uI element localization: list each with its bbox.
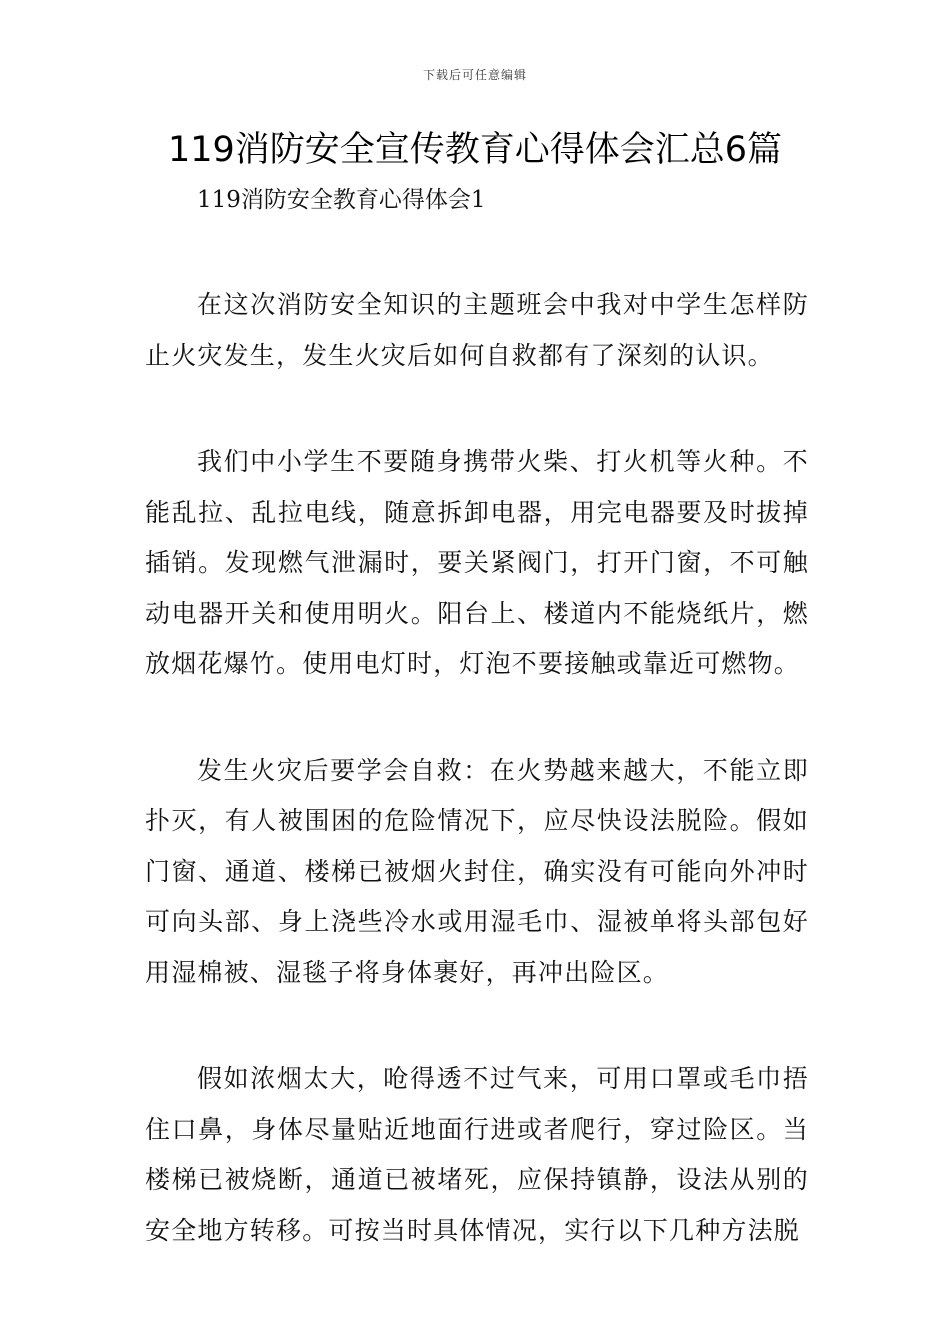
document-title: 119消防安全宣传教育心得体会汇总6篇 [167, 130, 783, 170]
paragraph-4: 假如浓烟太大，呛得透不过气来，可用口罩或毛巾捂住口鼻，身体尽量贴近地面行进或者爬行，穿过险区。当楼梯已被烧断，通道已被堵死，应保持镇静，设法从别的安全地方转移。可按当时具体情况，实行以下几种方法脱 [145, 1064, 809, 1245]
body-text [145, 280, 809, 1312]
paragraph-3: 发生火灾后要学会自救：在火势越来越大，不能立即扑灭，有人被围困的危险情况下，应尽快设法脱险。假如门窗、通道、楼梯已被烟火封住，确实没有可能向外冲时可向头部、身上浇些冷水或用湿毛巾、湿被单将头部包好用湿棉被、湿毯子将身体裹好，再冲出险区。 [145, 755, 809, 987]
header-note: 下载后可任意编辑 [422, 68, 527, 82]
paragraph-2: 我们中小学生不要随身携带火柴、打火机等火种。不能乱拉、乱拉电线，随意拆卸电器，用完电器要及时拔掉插销。发现燃气泄漏时，要关紧阀门，打开门窗，不可触动电器开关和使用明火。阳台上、楼道内不能烧纸片，燃放烟花爆竹。使用电灯时，灯泡不要接触或靠近可燃物。 [145, 447, 809, 678]
section-subtitle: 119消防安全教育心得体会1 [197, 187, 486, 213]
paragraph-1: 在这次消防安全知识的主题班会中我对中学生怎样防止火灾发生，发生火灾后如何自救都有了深刻的认识。 [145, 290, 809, 370]
